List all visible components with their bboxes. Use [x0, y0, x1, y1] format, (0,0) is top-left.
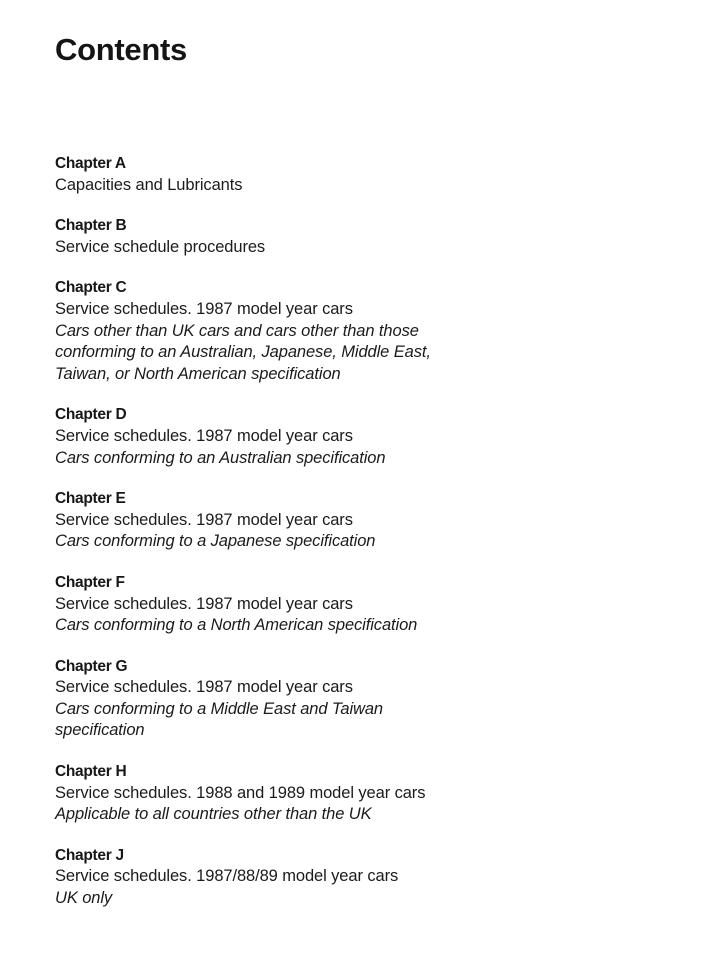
chapter-scope-italic-line: Cars conforming to a North American specification: [55, 616, 418, 635]
chapter-entry: [55, 215, 686, 258]
chapter-scope-italic-line: UK only: [55, 889, 113, 908]
chapter-scope-italic-line: Cars other than UK cars and cars other than those: [55, 321, 419, 340]
chapter-description-line: Capacities and Lubricants: [55, 175, 243, 194]
chapter-heading: Chapter F: [55, 573, 125, 591]
chapter-description-line: Service schedules. 1987 model year cars: [55, 299, 353, 318]
chapter-description-line: Service schedule procedures: [55, 237, 266, 256]
chapter-description-line: Service schedules. 1987 model year cars: [55, 594, 353, 613]
chapter-scope-italic-line: Applicable to all countries other than the UK: [55, 805, 372, 824]
chapter-description-line: Service schedules. 1987 model year cars: [55, 426, 353, 445]
page-title: Contents: [55, 32, 187, 67]
chapter-heading: Chapter A: [55, 155, 126, 172]
chapter-scope-italic-line: Taiwan, or North American specification: [55, 364, 341, 383]
chapter-heading: Chapter B: [55, 217, 127, 235]
chapter-description-line: Service schedules. 1988 and 1989 model year cars: [55, 783, 426, 802]
chapter-scope-italic-line: conforming to an Australian, Japanese, Middle East,: [55, 343, 431, 362]
chapter-heading: Chapter E: [55, 490, 126, 508]
chapter-entry: [55, 488, 686, 553]
chapter-scope-italic-line: specification: [55, 721, 145, 740]
chapter-list: [55, 153, 686, 910]
chapter-scope-italic-line: Cars conforming to a Middle East and Taiwan: [55, 699, 384, 718]
chapter-description-line: Service schedules. 1987 model year cars: [55, 510, 353, 529]
chapter-entry: [55, 277, 686, 385]
chapter-heading: Chapter C: [55, 279, 127, 297]
chapter-entry: [55, 761, 686, 826]
chapter-heading: Chapter D: [55, 406, 127, 424]
chapter-entry: [55, 153, 686, 196]
chapter-scope-italic-line: Cars conforming to a Japanese specification: [55, 532, 376, 551]
chapter-entry: [55, 845, 686, 910]
chapter-scope-italic-line: Cars conforming to an Australian specification: [55, 448, 386, 467]
chapter-description-line: Service schedules. 1987 model year cars: [55, 678, 353, 697]
chapter-entry: [55, 404, 686, 469]
chapter-heading: Chapter H: [55, 763, 127, 781]
chapter-description-line: Service schedules. 1987/88/89 model year cars: [55, 867, 399, 886]
chapter-entry: [55, 656, 686, 742]
chapter-entry: [55, 572, 686, 637]
chapter-heading: Chapter J: [55, 846, 124, 864]
chapter-heading: Chapter G: [55, 657, 128, 675]
